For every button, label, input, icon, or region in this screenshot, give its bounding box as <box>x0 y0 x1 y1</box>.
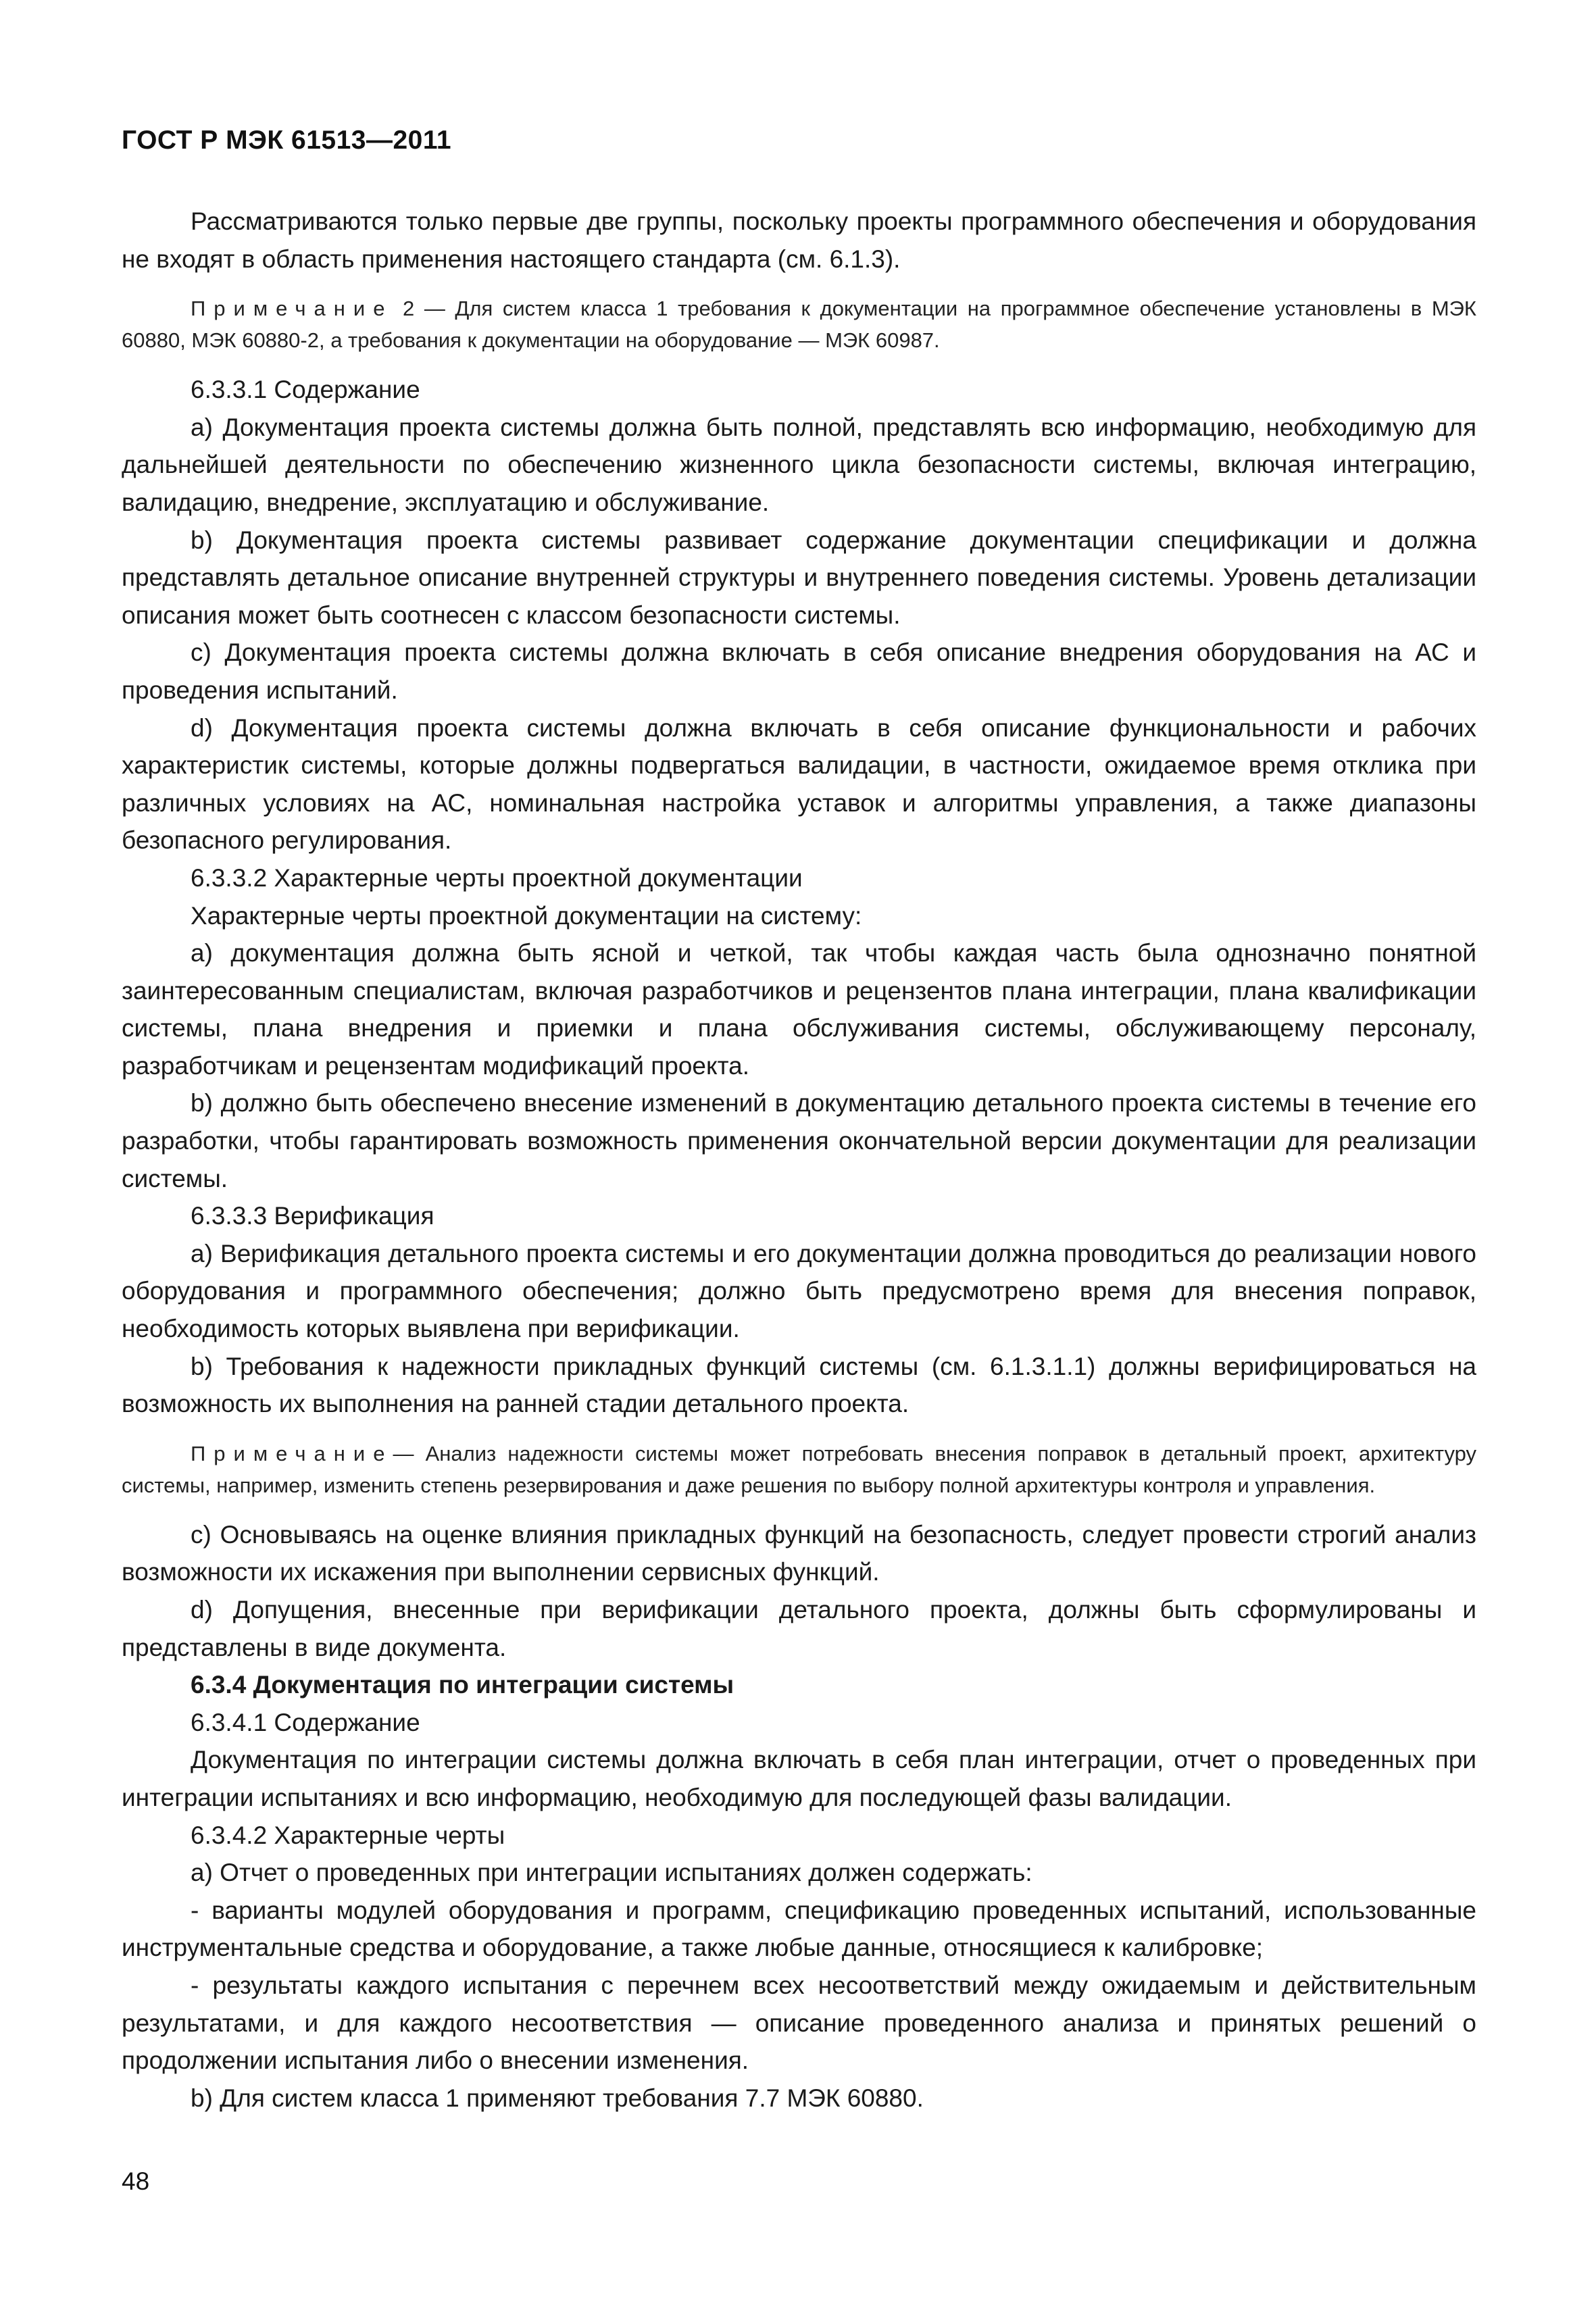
note-class1 <box>122 293 1476 356</box>
list-item-test-results: - результаты каждого испытания с перечнем всех несоответствий между ожидаемым и действительным результатами, и для каждого несоответствия — описание проведенного анализа и принятых решений о продолжении испытания либо о внесении изменения. <box>122 1971 1476 2075</box>
section-6-3-4-2-title: 6.3.4.2 Характерные черты <box>191 1821 505 1849</box>
page-content <box>122 203 1476 2117</box>
paragraph-6-3-3-3-d: d) Допущения, внесенные при верификации детального проекта, должны быть сформулированы и представлены в виде документа. <box>122 1596 1476 1661</box>
paragraph-groups: Рассматриваются только первые две группы, поскольку проекты программного обеспечения и оборудования не входят в область применения настоящего стандарта (см. 6.1.3). <box>122 207 1476 273</box>
section-6-3-3-1-title: 6.3.3.1 Содержание <box>191 376 420 404</box>
section-6-3-4-1-title: 6.3.4.1 Содержание <box>191 1708 420 1736</box>
note-text: — Анализ надежности системы может потребовать внесения поправок в детальный проект, архитектуру системы, например, изменить степень резервирования и даже решения по выбору полной архитектуры контроля и управления. <box>122 1441 1476 1497</box>
paragraph-6-3-3-3-b: b) Требования к надежности прикладных функций системы (см. 6.1.3.1.1) должны верифицироваться на возможность их выполнения на ранней стадии детального проекта. <box>122 1352 1476 1418</box>
paragraph-6-3-3-3-a: а) Верификация детального проекта системы и его документации должна проводиться до реализации нового оборудования и программного обеспечения; должно быть предусмотрено время для внесения поправок, необходимость которых выявлена при верификации. <box>122 1239 1476 1343</box>
document-header: ГОСТ Р МЭК 61513—2011 <box>122 126 452 155</box>
section-6-3-3-2-title: 6.3.3.2 Характерные черты проектной документации <box>191 863 803 892</box>
paragraph-6-3-3-2-b: b) должно быть обеспечено внесение изменений в документацию детального проекта системы в течение его разработки, чтобы гарантировать возможность применения окончательной версии документации для реализации системы. <box>122 1089 1476 1192</box>
paragraph-6-3-4-2-b: b) Для систем класса 1 применяют требования 7.7 МЭК 60880. <box>191 2084 924 2112</box>
section-6-3-3-3-title: 6.3.3.3 Верификация <box>191 1202 434 1230</box>
note-label: Примечание <box>191 297 393 321</box>
page-number: 48 <box>122 2167 150 2195</box>
section-6-3-4-title: 6.3.4 Документация по интеграции системы <box>191 1671 734 1699</box>
paragraph-6-3-3-2-a: а) документация должна быть ясной и четкой, так чтобы каждая часть была однозначно понятной заинтересованным специалистам, включая разработчиков и рецензентов плана интеграции, плана квалификации системы, плана внедрения и приемки и плана обслуживания системы, обслуживающему персоналу, разработчикам и рецензентам модификаций проекта. <box>122 939 1476 1080</box>
paragraph-6-3-3-3-c: с) Основываясь на оценке влияния прикладных функций на безопасность, следует провести строгий анализ возможности их искажения при выполнении сервисных функций. <box>122 1520 1476 1586</box>
paragraph-6-3-3-1-c: с) Документация проекта системы должна включать в себя описание внедрения оборудования на АС и проведения испытаний. <box>122 638 1476 704</box>
list-item-module-variants: - варианты модулей оборудования и программ, спецификацию проведенных испытаний, использованные инструментальные средства и оборудование, а также любые данные, относящиеся к калибровке; <box>122 1896 1476 1962</box>
paragraph-6-3-4-1: Документация по интеграции системы должна включать в себя план интеграции, отчет о проведенных при интеграции испытаниях и всю информацию, необходимую для последующей фазы валидации. <box>122 1746 1476 1811</box>
paragraph-6-3-3-1-a: а) Документация проекта системы должна быть полной, представлять всю информацию, необходимую для дальнейшей деятельности по обеспечению жизненного цикла безопасности системы, включая интеграцию, валидацию, внедрение, эксплуатацию и обслуживание. <box>122 413 1476 516</box>
note-reliability <box>122 1438 1476 1501</box>
note-text: 2 — Для систем класса 1 требования к документации на программное обеспечение установлены в МЭК 60880, МЭК 60880-2, а требования к документации на оборудование — МЭК 60987. <box>122 297 1476 353</box>
paragraph-6-3-3-1-b: b) Документация проекта системы развивает содержание документации спецификации и должна представлять детальное описание внутренней структуры и внутреннего поведения системы. Уровень детализации описания может быть соотнесен с классом безопасности системы. <box>122 526 1476 629</box>
paragraph-6-3-3-1-d: d) Документация проекта системы должна включать в себя описание функциональности и рабочих характеристик системы, которые должны подвергаться валидации, в частности, ожидаемое время отклика при различных условиях на АС, номинальная настройка уставок и алгоритмы управления, а также диапазоны безопасного регулирования. <box>122 713 1476 855</box>
note-label: Примечание <box>191 1441 393 1465</box>
paragraph-6-3-3-2-intro: Характерные черты проектной документации на систему: <box>191 901 862 930</box>
paragraph-6-3-4-2-a: а) Отчет о проведенных при интеграции испытаниях должен содержать: <box>191 1859 1032 1887</box>
